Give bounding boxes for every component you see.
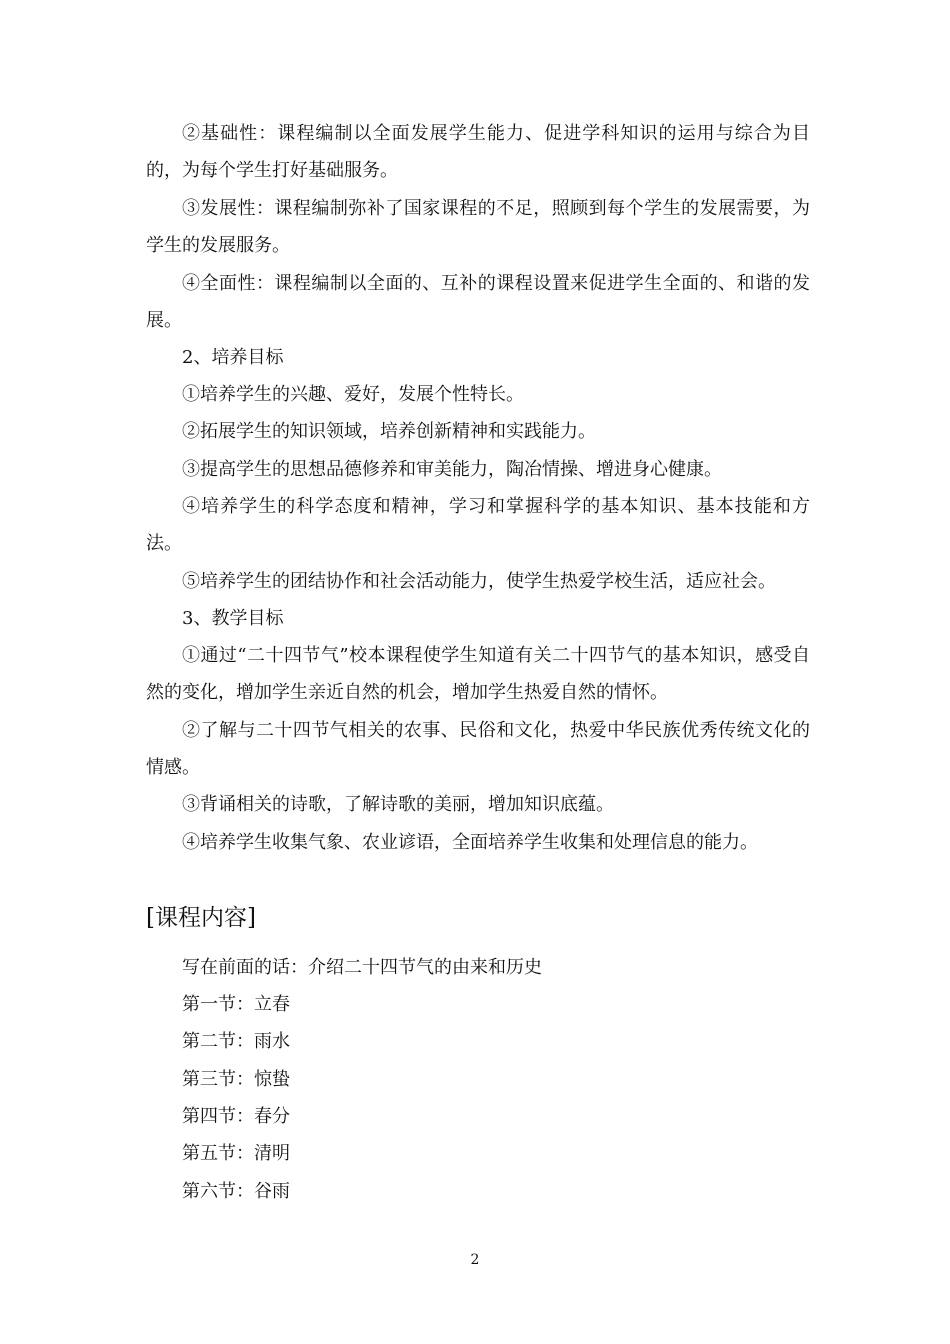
feature-developmental: ③发展性：课程编制弥补了国家课程的不足，照顾到每个学生的发展需要，为学生的发展服务。 (146, 198, 810, 256)
teaching-goal-item: ①通过“二十四节气”校本课程使学生知道有关二十四节气的基本知识，感受自然的变化，增加学生亲近自然的机会，增加学生热爱自然的情怀。 (146, 645, 810, 703)
training-goal-item: ①培养学生的兴趣、爱好，发展个性特长。 (182, 384, 524, 405)
training-goals-heading: 2、培养目标 (182, 347, 284, 368)
course-section-item: 第二节：雨水 (182, 1031, 290, 1052)
course-section-item: 第四节：春分 (182, 1106, 290, 1127)
feature-comprehensive: ④全面性：课程编制以全面的、互补的课程设置来促进学生全面的、和谐的发展。 (146, 273, 810, 331)
teaching-goals-heading: 3、教学目标 (182, 608, 284, 629)
course-content-heading: [课程内容] (146, 905, 256, 931)
training-goal-item: ④培养学生的科学态度和精神，学习和掌握科学的基本知识、基本技能和方法。 (146, 496, 810, 554)
course-content-intro: 写在前面的话：介绍二十四节气的由来和历史 (182, 957, 542, 978)
training-goal-item: ③提高学生的思想品德修养和审美能力，陶冶情操、增进身心健康。 (182, 459, 722, 480)
teaching-goal-item: ②了解与二十四节气相关的农事、民俗和文化，热爱中华民族优秀传统文化的情感。 (146, 720, 810, 778)
course-section-item: 第五节：清明 (182, 1143, 290, 1164)
teaching-goal-item: ④培养学生收集气象、农业谚语，全面培养学生收集和处理信息的能力。 (182, 832, 758, 853)
feature-foundational: ②基础性：课程编制以全面发展学生能力、促进学科知识的运用与综合为目的，为每个学生打好基础服务。 (146, 123, 810, 181)
page-number: 2 (470, 1252, 480, 1268)
training-goal-item: ⑤培养学生的团结协作和社会活动能力，使学生热爱学校生活，适应社会。 (182, 571, 776, 592)
course-section-item: 第六节：谷雨 (182, 1181, 290, 1202)
training-goal-item: ②拓展学生的知识领域，培养创新精神和实践能力。 (182, 421, 596, 442)
course-section-item: 第三节：惊蛰 (182, 1069, 290, 1090)
course-section-item: 第一节：立春 (182, 994, 290, 1015)
teaching-goal-item: ③背诵相关的诗歌，了解诗歌的美丽，增加知识底蕴。 (182, 794, 614, 815)
